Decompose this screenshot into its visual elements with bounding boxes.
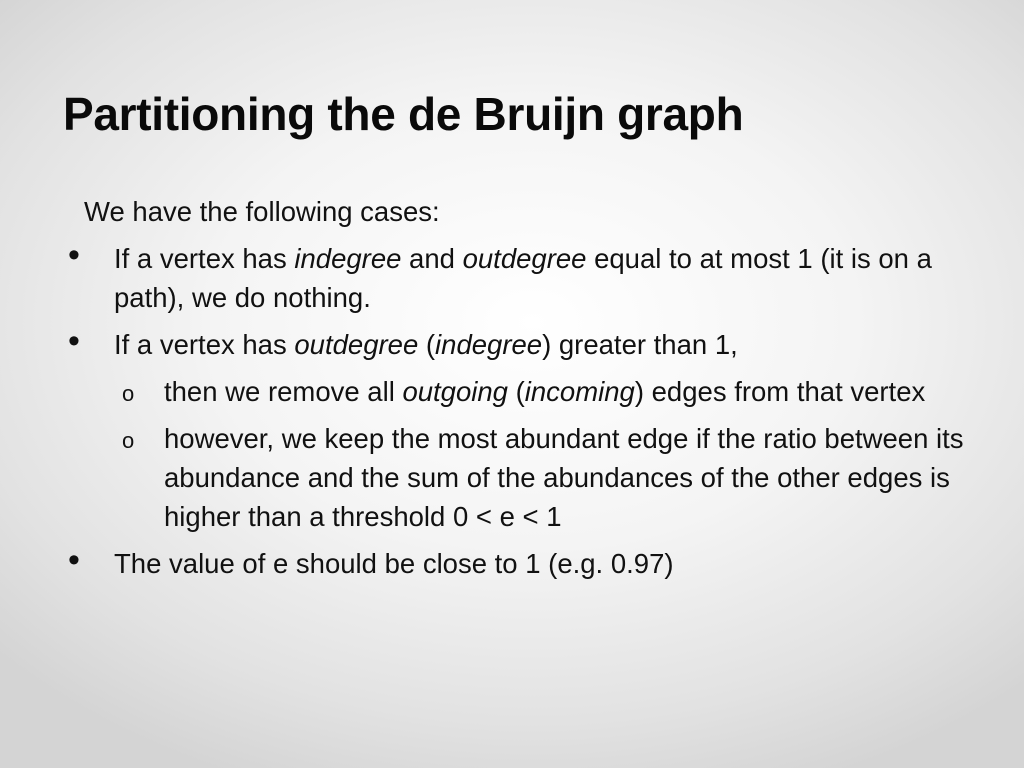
text-run: ( bbox=[418, 329, 436, 360]
text-run: ) greater than 1, bbox=[542, 329, 738, 360]
intro-text: We have the following cases: bbox=[84, 196, 440, 227]
text-run: If a vertex has bbox=[114, 329, 295, 360]
sub-bullet-marker: o bbox=[122, 381, 135, 406]
text-run: ( bbox=[507, 376, 525, 407]
sub-bullet-marker: o bbox=[122, 428, 135, 453]
slide-body bbox=[62, 192, 997, 591]
bullet-marker: • bbox=[68, 236, 80, 274]
emphasis-outdegree: outdegree bbox=[462, 243, 587, 274]
bullet-item-path-case bbox=[62, 236, 997, 317]
text-run: equal to at most 1 (it is on a path), we do nothing. bbox=[114, 243, 932, 313]
bullet-marker: • bbox=[68, 541, 80, 579]
emphasis-outgoing: outgoing bbox=[402, 376, 508, 407]
bullet-item-degree-case bbox=[62, 322, 997, 364]
sub-bullet-text: however, we keep the most abundant edge if the ratio between its abundance and the sum of the abundances of the other edges is higher than a threshold 0 < e < 1 bbox=[164, 423, 964, 532]
emphasis-outdegree: outdegree bbox=[294, 329, 419, 360]
emphasis-indegree: indegree bbox=[435, 329, 543, 360]
text-run: ) edges from that vertex bbox=[634, 376, 926, 407]
sub-item-remove-edges bbox=[62, 372, 997, 411]
emphasis-indegree: indegree bbox=[294, 243, 402, 274]
emphasis-incoming: incoming bbox=[524, 376, 635, 407]
bullet-text: The value of e should be close to 1 (e.g. 0.97) bbox=[114, 548, 674, 579]
text-run: then we remove all bbox=[164, 376, 403, 407]
bullet-text bbox=[114, 243, 932, 313]
slide-title: Partitioning the de Bruijn graph bbox=[63, 88, 744, 140]
bullet-text bbox=[114, 329, 738, 360]
text-run: and bbox=[401, 243, 463, 274]
bullet-item-threshold-value bbox=[62, 541, 997, 583]
text-run: If a vertex has bbox=[114, 243, 295, 274]
sub-bullet-text bbox=[164, 376, 925, 407]
bullet-marker: • bbox=[68, 322, 80, 360]
sub-item-keep-abundant-edge bbox=[62, 419, 997, 536]
